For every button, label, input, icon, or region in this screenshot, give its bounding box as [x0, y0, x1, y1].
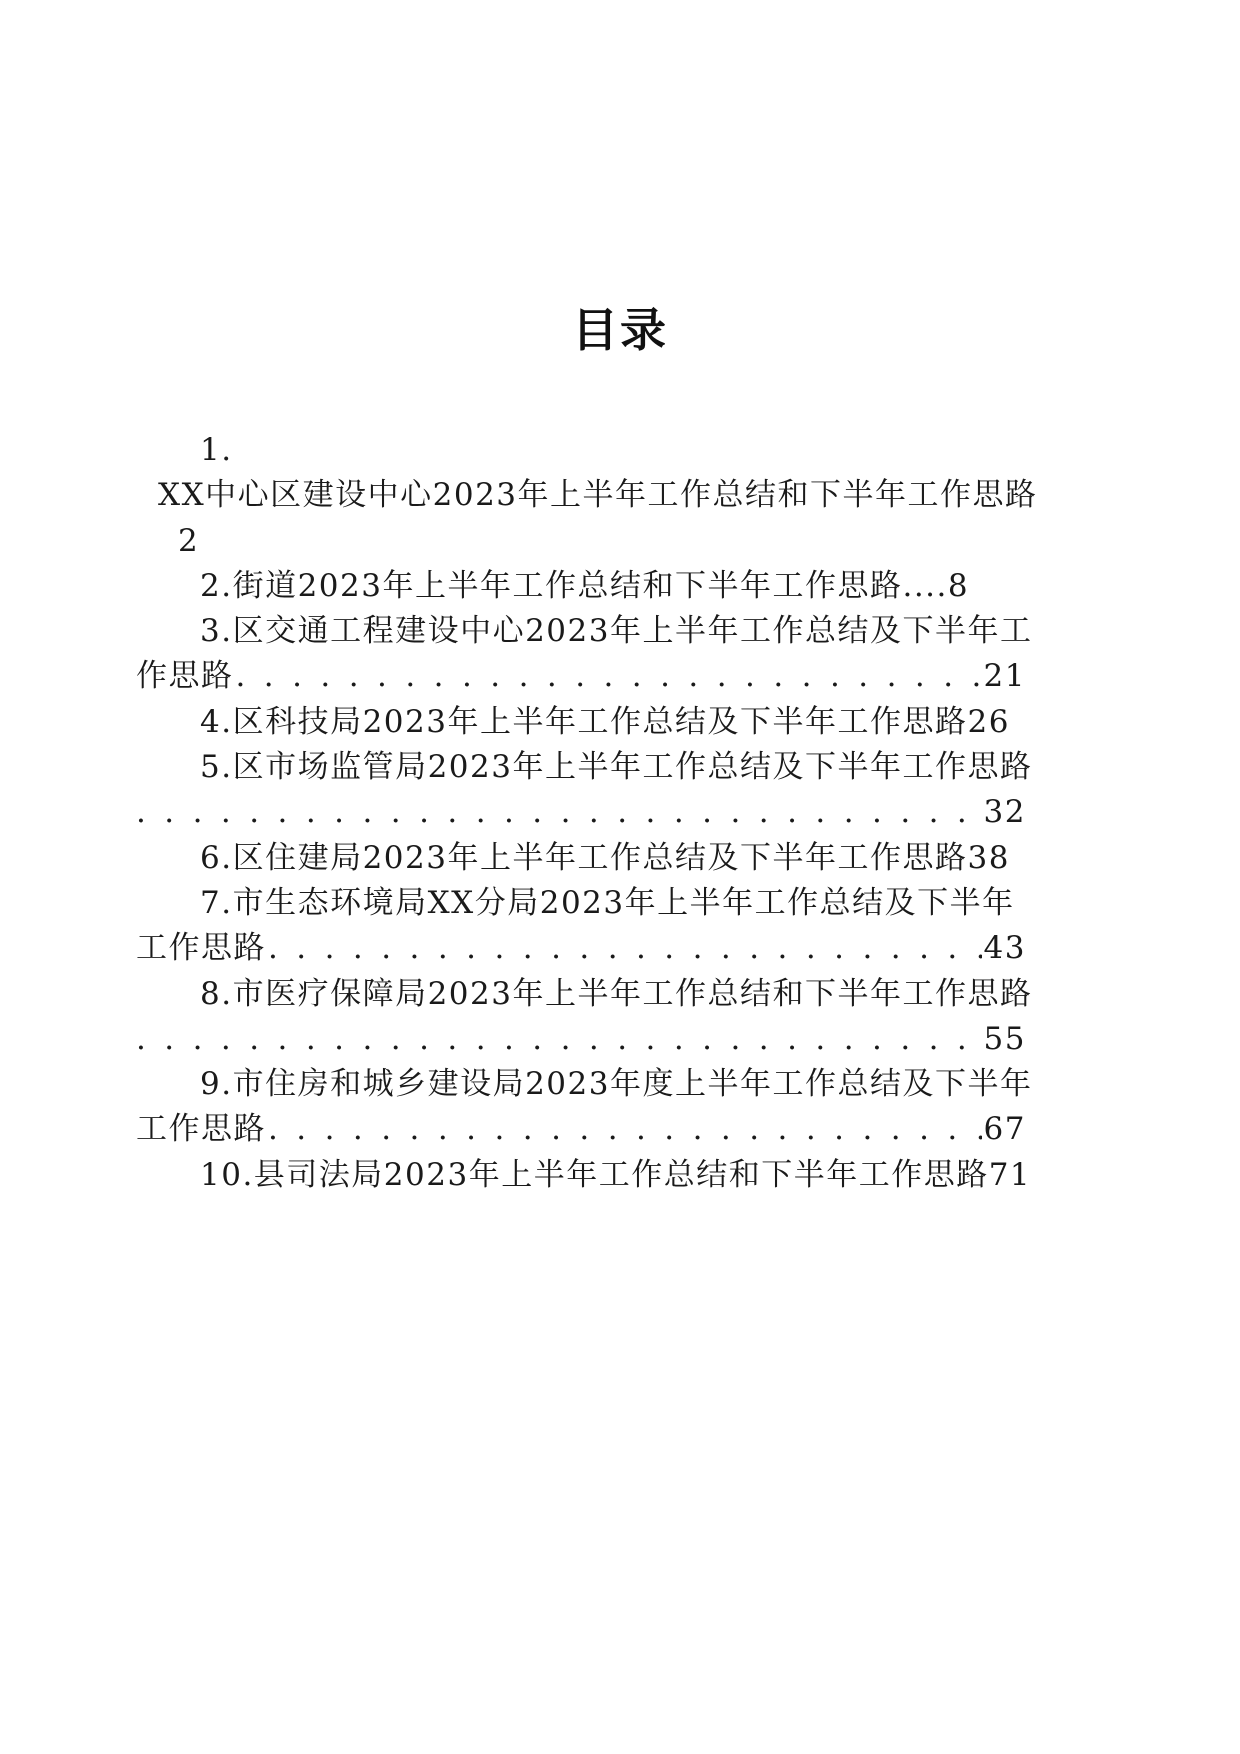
toc-entry-9-title[interactable]: 9.市住房和城乡建设局2023年度上半年工作总结及下半年: [200, 1066, 1033, 1103]
toc-entry-2[interactable]: 2.街道2023年上半年工作总结和下半年工作思路....8: [200, 567, 970, 604]
toc-entry-3-leader[interactable]: [136, 654, 1078, 699]
dot-leader: [236, 654, 982, 699]
dot-leader: [136, 790, 982, 835]
toc-entry-5-page: 32: [983, 794, 1026, 831]
toc-entry-3-title[interactable]: 3.区交通工程建设中心2023年上半年工作总结及下半年工: [200, 613, 1033, 650]
toc-entry-1-number[interactable]: 1.: [200, 432, 233, 468]
toc-entry-7-leader[interactable]: [136, 926, 1078, 971]
toc-entry-9-leader[interactable]: [136, 1107, 1078, 1152]
toc-entry-7-page: 43: [983, 930, 1026, 967]
toc-entry-5-leader[interactable]: [136, 790, 1078, 835]
toc-entry-4[interactable]: 4.区科技局2023年上半年工作总结及下半年工作思路26: [200, 703, 1010, 740]
toc-entry-9-title-cont: 工作思路: [136, 1111, 266, 1148]
toc-entry-5-title[interactable]: 5.区市场监管局2023年上半年工作总结及下半年工作思路: [200, 749, 1033, 786]
table-of-contents: [136, 428, 1078, 1198]
dot-leader: [136, 1017, 982, 1062]
toc-entry-7-title[interactable]: 7.市生态环境局XX分局2023年上半年工作总结及下半年: [200, 884, 1015, 921]
toc-entry-8-leader[interactable]: [136, 1017, 1078, 1062]
toc-entry-8-page: 55: [983, 1020, 1026, 1057]
toc-entry-10[interactable]: 10.县司法局2023年上半年工作总结和下半年工作思路71: [200, 1156, 1032, 1193]
toc-entry-1-page[interactable]: 2: [178, 522, 200, 559]
dot-leader: [268, 1107, 982, 1152]
toc-title: 目录: [572, 303, 668, 357]
toc-entry-9-page: 67: [983, 1111, 1026, 1148]
toc-entry-7-title-cont: 工作思路: [136, 930, 266, 967]
toc-entry-3-page: 21: [983, 658, 1026, 695]
toc-entry-3-title-cont: 作思路: [136, 658, 234, 695]
dot-leader: [268, 926, 982, 971]
toc-entry-1-title[interactable]: XX中心区建设中心2023年上半年工作总结和下半年工作思路: [158, 477, 1038, 514]
toc-entry-8-title[interactable]: 8.市医疗保障局2023年上半年工作总结和下半年工作思路: [200, 975, 1033, 1012]
toc-entry-6[interactable]: 6.区住建局2023年上半年工作总结及下半年工作思路38: [200, 839, 1010, 876]
